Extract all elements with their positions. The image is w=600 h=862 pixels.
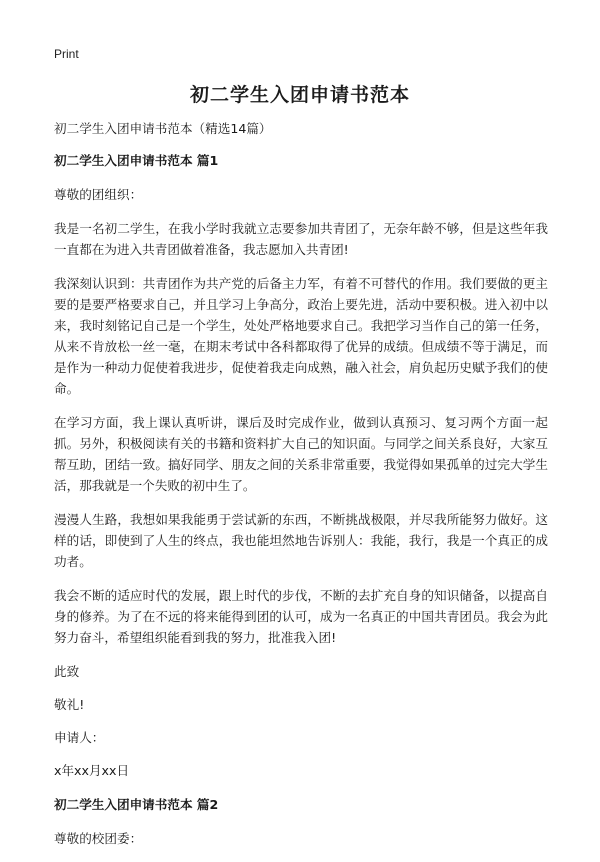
closing-line: 敬礼!	[54, 697, 85, 712]
applicant-line: 申请人：	[54, 730, 105, 745]
print-link[interactable]: Print	[54, 47, 79, 61]
body-paragraph: 漫漫人生路，我想如果我能勇于尝试新的东西，不断挑战极限，并尽我所能努力做好。这样的话，即使到了人生的终点，我也能坦然地告诉别人：我能，我行，我是一个真正的成功者。	[54, 512, 548, 569]
body-paragraph: 我深刻认识到：共青团作为共产党的后备主力军，有着不可替代的作用。我们要做的更主要的是要严格要求自己，并且学习上争高分，政治上要先进，活动中要积极。进入初中以来，我时刻铭记自己是一个学生，处处严格地要求自己。我把学习当作自己的第一任务，从来不肯放松一丝一毫，在期末考试中各科都取得了优异的成绩。但成绩不等于满足，而是作为一种动力促使着我进步，促使着我走向成熟，融入社会，肩负起历史赋予我们的使命。	[54, 276, 548, 396]
page-title: 初二学生入团申请书范本	[189, 84, 410, 106]
salutation: 尊敬的团组织：	[54, 187, 143, 202]
document-body	[54, 118, 548, 862]
body-paragraph: 我是一名初二学生，在我小学时我就立志要参加共青团了，无奈年龄不够，但是这些年我一直都在为进入共青团做着准备，我志愿加入共青团!	[54, 221, 548, 257]
body-paragraph: 我会不断的适应时代的发展，跟上时代的步伐，不断的去扩充自身的知识储备，以提高自身的修养。为了在不远的将来能得到团的认可，成为一名真正的中国共青团员。我会为此努力奋斗，希望组织能看到我的努力，批准我入团!	[54, 588, 548, 645]
closing-line: 此致	[54, 664, 80, 679]
section-heading: 初二学生入团申请书范本 篇2	[54, 797, 219, 812]
salutation: 尊敬的校团委：	[54, 831, 143, 846]
date-line: x年xx月xx日	[54, 763, 130, 778]
section-heading: 初二学生入团申请书范本 篇1	[54, 153, 219, 168]
document-subtitle: 初二学生入团申请书范本（精选14篇）	[54, 121, 272, 136]
body-paragraph: 在学习方面，我上课认真听讲，课后及时完成作业，做到认真预习、复习两个方面一起抓。另外，积极阅读有关的书籍和资料扩大自己的知识面。与同学之间关系良好，大家互帮互助，团结一致。搞好同学、朋友之间的关系非常重要，我觉得如果孤单的过完大学生活，那我就是一个失败的初中生了。	[54, 415, 548, 493]
